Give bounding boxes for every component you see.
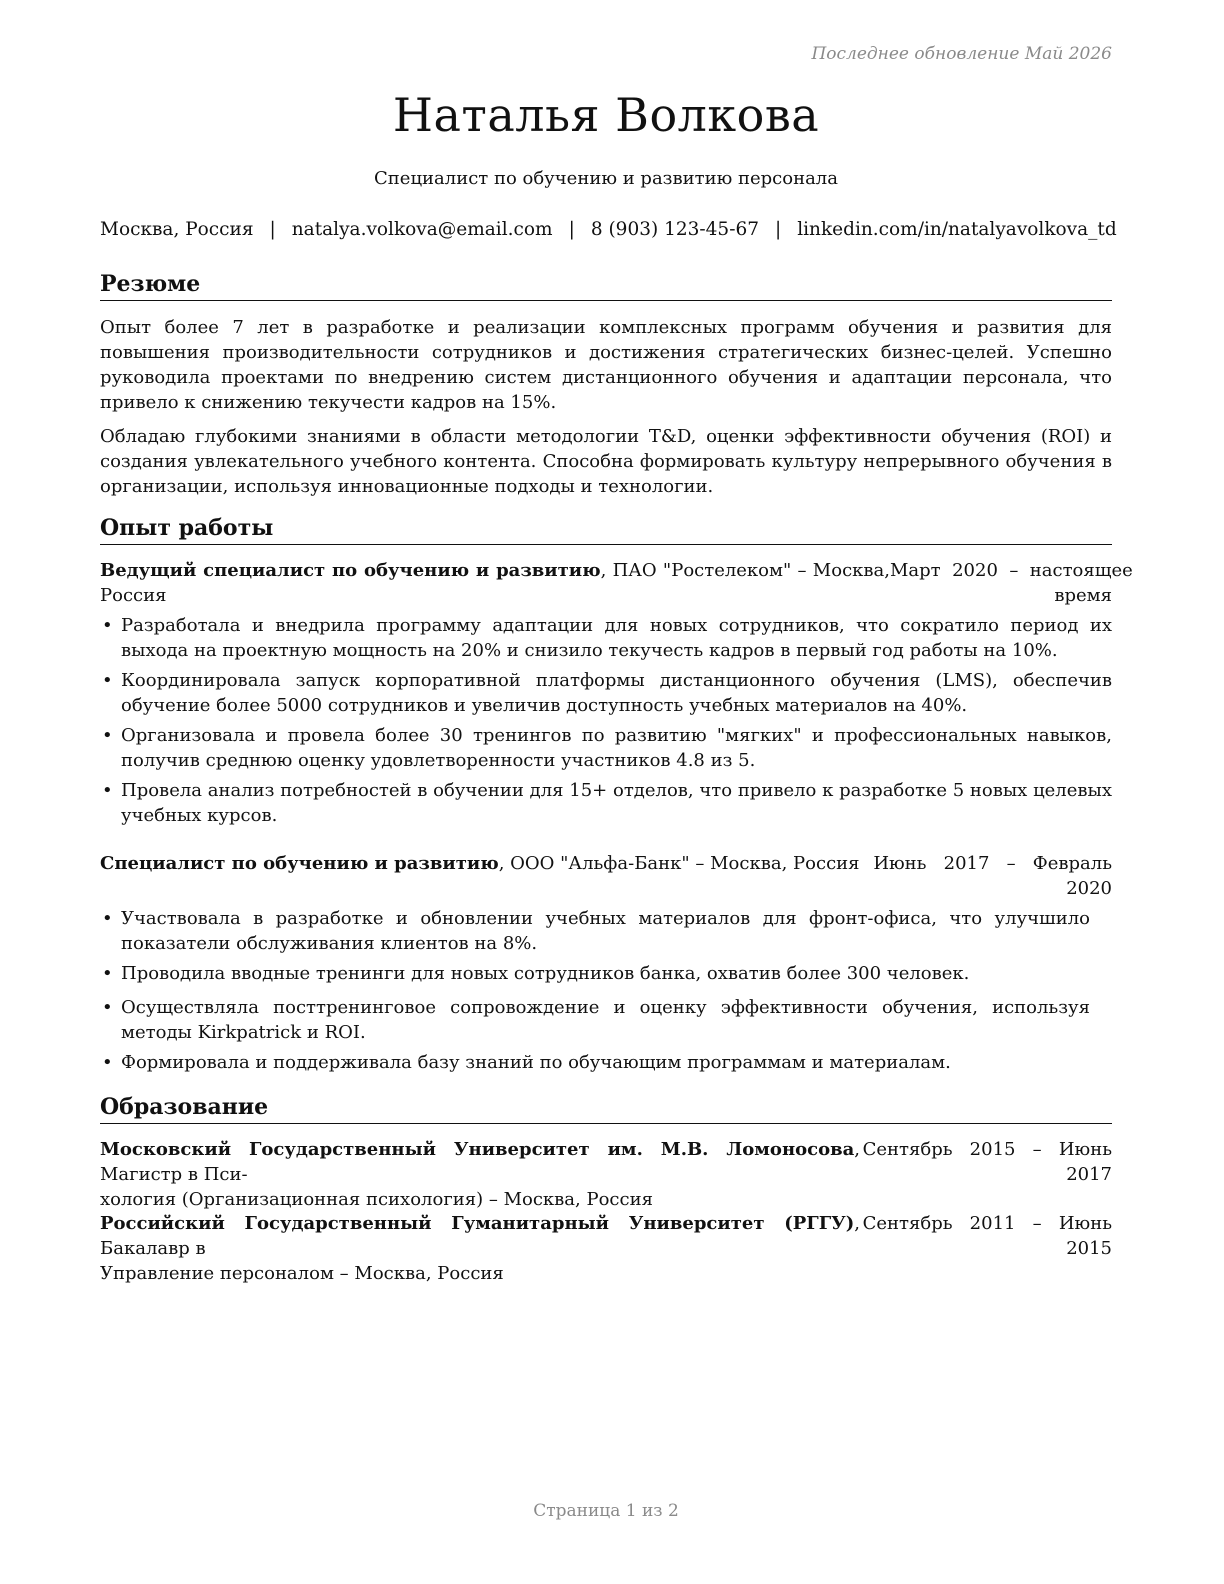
section-title-experience: Опыт работы <box>100 514 1112 545</box>
school-name: Московский Государственный Университет им. М.В. Ломоносова <box>100 1139 855 1160</box>
bullet-icon: • <box>102 1052 113 1073</box>
job-title-line <box>100 558 890 608</box>
education-dates-line: Сентябрь 2011 – Июнь <box>862 1213 1112 1234</box>
contact-separator: | <box>774 219 782 240</box>
list-item: • Участвовала в разработке и обновлении учебных материалов для фронт-офиса, что улучшило показатели обслуживания клиентов на 8%. <box>102 908 1090 954</box>
contact-location: Москва, Россия <box>100 219 254 240</box>
list-item: • Осуществляла посттренинговое сопровождение и оценку эффективности обучения, используя методы Kirkpatrick и ROI. <box>102 997 1090 1043</box>
page-number: Страница 1 из 2 <box>533 1501 679 1521</box>
job-achievements <box>100 906 1090 1080</box>
bullet-icon: • <box>102 670 113 691</box>
bullet-icon: • <box>102 615 113 636</box>
job-header <box>100 851 1112 901</box>
education-description <box>100 1137 860 1212</box>
degree-text: Управление персоналом – Москва, Россия <box>100 1263 504 1284</box>
bullet-icon: • <box>102 725 113 746</box>
contact-linkedin[interactable]: linkedin.com/in/natalyavolkova_td <box>797 219 1117 240</box>
education-dates-line: 2017 <box>1066 1164 1112 1185</box>
last-updated: Последнее обновление Май 2026 <box>811 44 1112 64</box>
job-dates-line: Июнь 2017 – Февраль <box>873 853 1112 874</box>
candidate-title: Специалист по обучению и развитию персонала <box>374 168 838 189</box>
job-role: Специалист по обучению и развитию <box>100 853 499 874</box>
list-item: • Формировала и поддерживала базу знаний по обучающим программам и материалам. <box>102 1052 951 1073</box>
summary-paragraph: Обладаю глубокими знаниями в области методологии T&D, оценки эффективности обучения (ROI) и создания увлекательного учебного контента. Способна формировать культуру непрерывного обучения в организации, используя инновационные подходы и технологии. <box>100 426 1112 497</box>
job-company: , ПАО "Ростелеком" – Москва, Россия <box>100 560 890 606</box>
bullet-icon: • <box>102 963 113 984</box>
bullet-icon: • <box>102 997 113 1018</box>
job-dates-line: 2020 <box>1066 878 1112 899</box>
contact-phone: 8 (903) 123-45-67 <box>590 219 759 240</box>
job-company: , ООО "Альфа-Банк" – Москва, Россия <box>498 853 860 874</box>
list-item: • Разработала и внедрила программу адаптации для новых сотрудников, что сократило период их выхода на проектную мощность на 20% и снизило текучесть кадров в первый год работы на 10%. <box>102 615 1112 661</box>
job-header <box>100 558 1133 608</box>
school-name: Российский Государственный Гуманитарный Университет (РГГУ) <box>100 1213 855 1234</box>
education-dates-line: Сентябрь 2015 – Июнь <box>862 1139 1112 1160</box>
job-role: Ведущий специалист по обучению и развитию <box>100 560 601 581</box>
contact-line <box>100 219 1117 240</box>
education-description <box>100 1211 860 1286</box>
resume-page <box>100 0 1133 1584</box>
job-dates-line: время <box>1054 585 1112 606</box>
education-dates <box>862 1211 1112 1261</box>
degree-text: , Бакалавр в <box>100 1213 860 1259</box>
candidate-name: Наталья Волкова <box>392 88 820 142</box>
list-item: • Организовала и провела более 30 тренингов по развитию "мягких" и профессиональных навыков, получив среднюю оценку удовлетворенности участников 4.8 из 5. <box>102 725 1112 771</box>
degree-text: хология (Организационная психология) – Москва, Россия <box>100 1189 653 1210</box>
bullet-icon: • <box>102 908 113 929</box>
contact-separator: | <box>568 219 575 240</box>
bullet-icon: • <box>102 780 113 801</box>
education-entry <box>100 1137 1112 1212</box>
section-title-summary: Резюме <box>100 270 1112 301</box>
job-dates <box>872 851 1112 901</box>
contact-separator: | <box>269 219 276 240</box>
summary-paragraph: Опыт более 7 лет в разработке и реализации комплексных программ обучения и развития для повышения производительности сотрудников и достижения стратегических бизнес-целей. Успешно руководила проектами по внедрению систем дистанционного обучения и адаптации персонала, что привело к снижению текучести кадров на 15%. <box>100 317 1112 413</box>
list-item: • Проводила вводные тренинги для новых сотрудников банка, охватив более 300 человек. <box>102 963 970 984</box>
contact-email[interactable]: natalya.volkova@email.com <box>291 219 553 240</box>
education-entry <box>100 1211 1112 1286</box>
education-dates <box>862 1137 1112 1187</box>
section-title-education: Образование <box>100 1093 1112 1124</box>
degree-text: , Магистр в Пси- <box>100 1139 860 1185</box>
list-item: • Провела анализ потребностей в обучении для 15+ отделов, что привело к разработке 5 новых целевых учебных курсов. <box>102 780 1112 826</box>
job-dates-line: Март 2020 – настоящее <box>890 560 1133 581</box>
list-item: • Координировала запуск корпоративной платформы дистанционного обучения (LMS), обеспечив обучение более 5000 сотрудников и увеличив доступность учебных материалов на 40%. <box>102 670 1112 716</box>
education-dates-line: 2015 <box>1066 1238 1112 1259</box>
job-dates <box>890 558 1133 608</box>
job-achievements <box>100 613 1112 833</box>
job-title-line <box>100 851 860 876</box>
